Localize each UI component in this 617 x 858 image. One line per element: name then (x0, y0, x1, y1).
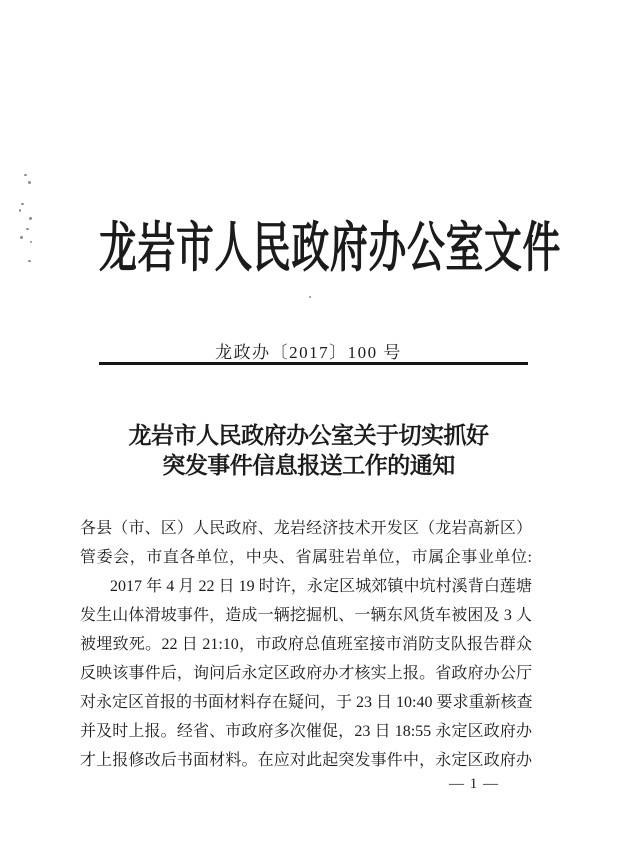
document-body (80, 514, 532, 775)
scan-artifact (24, 174, 27, 176)
document-title-line-1: 龙岩市人民政府办公室关于切实抓好 (128, 423, 489, 448)
body-line: 管委会，市直各单位，中央、省属驻岩单位，市属企事业单位: (80, 549, 532, 566)
scan-artifact (28, 181, 31, 184)
body-line: 反映该事件后，询问后永定区政府办才核实上报。省政府办公厅 (80, 665, 532, 682)
page-number: — 1 — (449, 776, 499, 792)
document-title (0, 421, 617, 481)
scan-artifact (19, 209, 21, 212)
body-line: 并及时上报。经省、市政府多次催促，23 日 18:55 永定区政府办 (80, 723, 532, 740)
scan-artifact (21, 203, 24, 205)
body-line: 2017 年 4 月 22 日 19 时许，永定区城郊镇中坑村溪背白莲塘 (110, 578, 532, 595)
body-line: 发生山体滑坡事件，造成一辆挖掘机、一辆东风货车被困及 3 人 (80, 607, 532, 624)
body-line: 才上报修改后书面材料。在应对此起突发事件中，永定区政府办 (80, 752, 532, 769)
header-divider-line (99, 362, 528, 365)
scan-artifact (309, 296, 311, 298)
agency-banner (0, 219, 617, 277)
agency-banner-title: 龙岩市人民政府办公室文件 (99, 218, 561, 278)
body-line: 对永定区首报的书面材料存在疑问，于 23 日 10:40 要求重新核查 (80, 694, 533, 711)
document-number: 龙政办〔2017〕100 号 (215, 343, 402, 362)
body-line: 被埋致死。22 日 21:10，市政府总值班室接市消防支队报告群众 (80, 636, 532, 653)
document-title-line-2: 突发事件信息报送工作的通知 (162, 453, 455, 478)
body-line: 各县（市、区）人民政府、龙岩经济技术开发区（龙岩高新区） (80, 520, 532, 537)
